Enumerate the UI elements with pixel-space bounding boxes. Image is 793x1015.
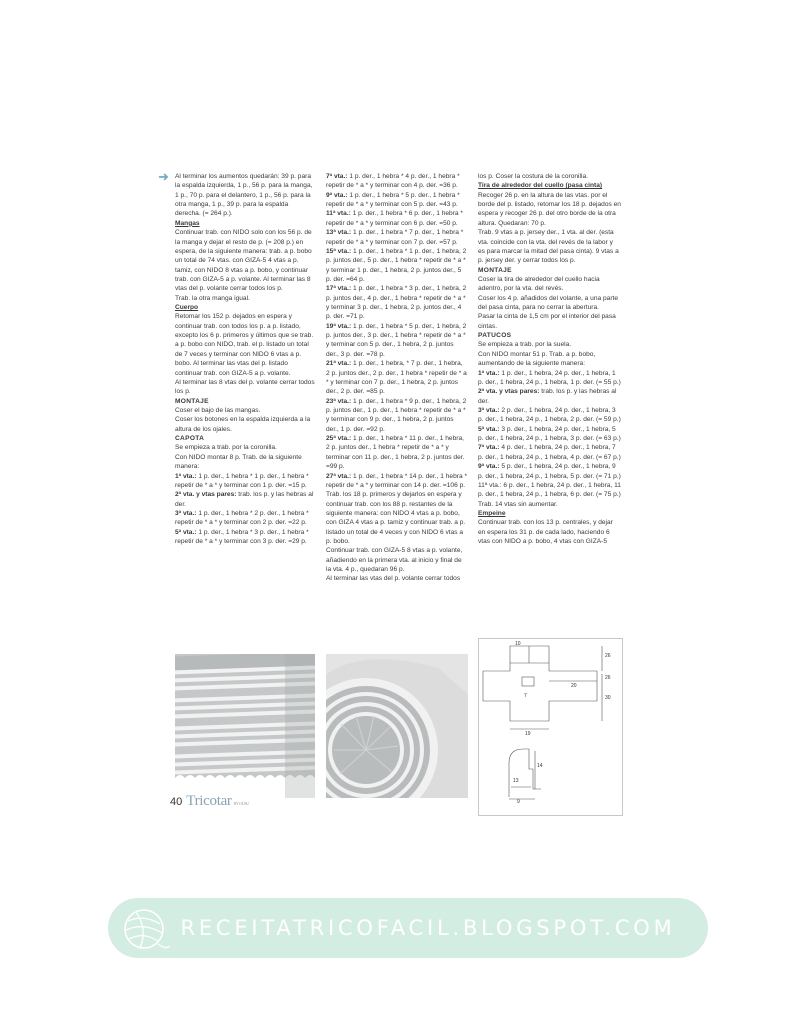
row-label: 7ª vta.: bbox=[478, 444, 500, 452]
row-text: 1 p. der., 1 hebra * 7 p. der., 1 hebra * repetir de * a * y terminar con 7 p. der. =57 p. bbox=[326, 229, 464, 246]
row-label: 3ª vta.: bbox=[478, 406, 500, 414]
row-text: 1 p. der., 1 hebra * 1 p. der., 1 hebra, 2 p. juntos der., 5 p. der., 1 hebra * repetir de * a * y terminar 1 p. der., 1 hebra, 2 p. juntos der., 5 p. der. =64 p. bbox=[326, 247, 467, 283]
diagram-label-6: 7 bbox=[524, 693, 527, 699]
row-label: 9ª vta.: bbox=[478, 463, 500, 471]
row-label: 19ª vta.: bbox=[326, 322, 352, 330]
paragraph: Continuar trab. con NIDO solo con los 56 p. de la manga y dejar el resto de p. (= 208 p.) en espera, de la siguiente manera: trab. a p. bobo un total de 74 vtas. con GIZA-5 4 vtas a p. tamiz, con NIDO 8 vtas a p. bobo, y continuar trab. con GIZA-5 a p. volante. Al terminar las 8 vtas del p. volante cerrar todos los p. bbox=[175, 229, 312, 293]
paragraph: los p. Coser la costura de la coronilla. bbox=[478, 173, 588, 180]
row-text: 5 p. der., 1 hebra, 24 p. der., 1 hebra, 9 p. der., 1 hebra, 24 p., 1 hebra, 5 p. der. (= 71 p.) bbox=[478, 463, 621, 480]
paragraph: Se empieza a trab. por la coronilla. bbox=[175, 444, 277, 452]
brand-logo bbox=[186, 793, 249, 810]
row-label: 2ª vta. y vtas pares: bbox=[478, 388, 540, 396]
row-text: 4 p. der., 1 hebra, 24 p. der., 1 hebra, 7 p. der., 1 hebra, 24 p., 1 hebra, 4 p. der. (= 67 p.) bbox=[478, 444, 621, 461]
paragraph: Trab. 14 vtas sin aumentar. bbox=[478, 500, 558, 508]
text-column-3 bbox=[478, 172, 621, 546]
row-instruction bbox=[326, 209, 468, 228]
paragraph: Retomar los 152 p. dejados en espera y continuar trab. con todos los p. a p. listado, excepto los 6 p. primeros y últimos que se trab. a p. bobo con NIDO, trab. el p. listado un total de 7 veces y terminar con NIDO 6 vtas a p. bobo. Al terminar las vtas del p. listado continuar trab. con GIZA-5 a p. volante. bbox=[175, 313, 314, 377]
row-label: 7ª vta.: bbox=[326, 173, 348, 180]
row-instruction bbox=[326, 472, 468, 491]
section-heading: Empeine bbox=[478, 509, 506, 517]
row-text: 1 p. der., 1 hebra * 2 p. der., 1 hebra * repetir de * a * y terminar con 2 p. der. =22 p. bbox=[175, 509, 309, 527]
pattern-diagram bbox=[478, 638, 623, 816]
row-instruction bbox=[326, 397, 468, 434]
jacket-photo bbox=[175, 654, 315, 798]
row-instruction bbox=[326, 359, 468, 396]
paragraph: Al terminar las 8 vtas del p. volante cerrar todos los p. bbox=[175, 378, 315, 396]
row-text: trab. los p. y las hebras al der. bbox=[175, 491, 314, 508]
section-heading: MONTAJE bbox=[478, 266, 512, 274]
section-heading: CAPOTA bbox=[175, 435, 205, 443]
row-label: 2ª vta. y vtas pares: bbox=[175, 491, 237, 499]
row-instruction bbox=[478, 425, 621, 444]
row-instruction bbox=[478, 443, 621, 462]
paragraph: Con NIDO montar 51 p. Trab. a p. bobo, aumentando de la siguiente manera: bbox=[478, 350, 596, 368]
section-heading: MONTAJE bbox=[175, 397, 209, 405]
row-label: 23ª vta.: bbox=[326, 397, 352, 405]
bonnet-photo bbox=[326, 654, 468, 798]
paragraph: Trab. los 18 p. primeros y dejarlos en espera y continuar trab. con los 88 p. restantes de la siguiente manera: con NIDO 4 vtas a p. bobo, con GIZA 4 vtas a p. tamiz y continuar trab. a p. listado un total de 4 veces y con NIDO 6 vtas a p. bobo. bbox=[326, 491, 466, 546]
text-column-1 bbox=[175, 172, 315, 546]
row-text: 1 p. der., 1 hebra * 3 p. der., 1 hebra, 2 p. juntos der., 4 p. der., 1 hebra * repetir de * a * y terminar 3 p. der., 1 hebra, 2 p. juntos der., 4 p. der. =71 p. bbox=[326, 285, 467, 321]
diagram-label-1: 10 bbox=[515, 641, 521, 647]
paragraph: Trab. 9 vtas a p. jersey der., 1 vta. al der. (esta vta. coincide con la vta. del revés de la labor y es para marcar la mitad del pasa cinta). 9 vtas a p. jersey der. y cerrar todos los p. bbox=[478, 229, 619, 265]
paragraph: Coser los 4 p. añadidos del volante, a una parte del pasa cinta, para no cerrar la abertura. bbox=[478, 294, 619, 312]
row-label: 5ª vta.: bbox=[478, 425, 500, 433]
paragraph: Coser la tira de alrededor del cuello hacia adentro, por la vta. del revés. bbox=[478, 275, 600, 293]
row-instruction bbox=[326, 191, 468, 210]
row-text: 1 p. der., 1 hebra * 11 p. der., 1 hebra, 2 p. juntos der., 1 hebra * repetir de * a * y terminar con 11 p. der., 1 hebra, 2 p. juntos der. =99 p. bbox=[326, 435, 465, 471]
row-label: 25ª vta.: bbox=[326, 435, 352, 443]
diagram-label-9: 13 bbox=[513, 778, 519, 784]
row-label: 1ª vta.: bbox=[478, 369, 500, 377]
row-label: 21ª vta.: bbox=[326, 360, 352, 368]
brand-name: Tricotar bbox=[186, 793, 232, 809]
paragraph: Coser el bajo de las mangas. bbox=[175, 406, 261, 414]
blog-watermark-banner bbox=[108, 898, 708, 958]
paragraph: Con NIDO montar 8 p. Trab. de la siguiente manera: bbox=[175, 453, 302, 471]
row-instruction bbox=[326, 228, 468, 247]
row-instruction bbox=[478, 369, 621, 388]
section-heading: PATUCOS bbox=[478, 332, 512, 340]
row-label: 27ª vta.: bbox=[326, 472, 352, 480]
row-instruction bbox=[326, 322, 468, 359]
row-instruction bbox=[326, 247, 468, 284]
brand-sub: BY OUSU bbox=[233, 801, 249, 806]
row-text: 1 p. der., 1 hebra * 5 p. der., 1 hebra, 2 p. juntos der., 3 p. der., 1 hebra * repetir de * a * y terminar con 5 p. der., 1 hebra, 2 p. juntos der., 3 p. der. =78 p. bbox=[326, 322, 467, 358]
row-label: 11ª vta.: bbox=[326, 210, 351, 218]
paragraph: Trab. la otra manga igual. bbox=[175, 294, 250, 302]
row-text: 1 p. der., 1 hebra * 9 p. der., 1 hebra, 2 p. juntos der., 1 p. der., 1 hebra * repetir de * a * y terminar con 9 p. der., 1 hebra, 2 p. juntos der., 1 p. der. =92 p. bbox=[326, 397, 467, 433]
diagram-label-10: 9 bbox=[517, 799, 520, 805]
row-text: 1 p. der., 1 hebra * 4 p. der., 1 hebra * repetir de * a * y terminar con 4 p. der. =36 p. bbox=[326, 173, 460, 190]
row-label: 13ª vta.: bbox=[326, 229, 352, 237]
row-label: 1ª vta.: bbox=[175, 472, 197, 480]
diagram-label-5: 20 bbox=[571, 683, 577, 689]
row-text: 1 p. der., 1 hebra * 5 p. der., 1 hebra * repetir de * a * y terminar con 5 p. der. =43 p. bbox=[326, 191, 460, 209]
page-number: 40 bbox=[170, 796, 183, 808]
row-text: 1 p. der., 1 hebra, 24 p. der., 1 hebra, 1 p. der., 1 hebra, 24 p., 1 hebra, 1 p. der. (= 55 p.) bbox=[478, 369, 621, 386]
paragraph: Pasar la cinta de 1,5 cm por el interior del pasa cintas. bbox=[478, 313, 616, 330]
row-text: 3 p. der., 1 hebra, 24 p. der., 1 hebra, 5 p. der., 1 hebra, 24 p., 1 hebra, 3 p. der. (= 63 p.) bbox=[478, 425, 621, 443]
row-text: trab. los p. y las hebras al der. bbox=[478, 388, 617, 405]
paragraph: Continuar trab. con los 13 p. centrales, y dejar en espera los 31 p. de cada lado, haciendo 6 vtas con NIDO a p. bobo, 4 vtas con GIZA-5 bbox=[478, 519, 613, 546]
text-column-2 bbox=[326, 172, 468, 584]
row-instruction bbox=[478, 462, 621, 481]
diagram-label-4: 30 bbox=[605, 695, 611, 701]
paragraph: Continuar trab. con GIZA-5 8 vtas a p. volante, añadiendo en la primera vta. al inicio y final de la vta. 4 p., quedaran 96 p. bbox=[326, 547, 463, 574]
continue-arrow-icon: ➜ bbox=[158, 169, 169, 184]
paragraph: Recoger 26 p. en la altura de las vtas. por el borde del p. listado, retomar los 18 p. dejados en espera y recoger 26 p. del otro borde de la otra altura. Quedaran: 70 p. bbox=[478, 191, 621, 227]
diagram-label-2: 26 bbox=[605, 653, 611, 659]
row-text: 1 p. der., 1 hebra * 14 p. der., 1 hebra * repetir de * a * y terminar con 14 p. der. =106 p. bbox=[326, 472, 468, 489]
row-instruction bbox=[175, 490, 315, 509]
paragraph: 11ª vta.: 6 p. der., 1 hebra, 24 p. der., 1 hebra, 11 p. der., 1 hebra, 24 p., 1 hebra, 6 p. der. (= 75 p.) bbox=[478, 481, 621, 499]
row-text: 2 p. der., 1 hebra, 24 p. der., 1 hebra, 3 p. der., 1 hebra, 24 p., 1 hebra, 2 p. der. (= 59 p.) bbox=[478, 406, 621, 424]
diagram-label-3: 26 bbox=[605, 675, 611, 681]
row-text: 1 p. der., 1 hebra * 6 p. der., 1 hebra * repetir de * a * y terminar con 6 p. der. =50 p. bbox=[326, 210, 463, 227]
row-instruction bbox=[175, 528, 315, 547]
row-instruction bbox=[326, 284, 468, 321]
paragraph: Al terminar las vtas del p. volante cerrar todos bbox=[326, 575, 461, 583]
paragraph: Coser los botones en la espalda izquierda a la altura de los ojales. bbox=[175, 416, 311, 433]
page-footer bbox=[170, 793, 249, 810]
row-instruction bbox=[175, 472, 315, 491]
row-instruction bbox=[478, 406, 621, 425]
blog-url: RECEITATRICOFACIL.BLOGSPOT.COM bbox=[180, 916, 676, 940]
diagram-label-8: 14 bbox=[537, 763, 543, 769]
row-text: 1 p. der., 1 hebra * 1 p. der., 1 hebra * repetir de * a * y terminar con 1 p. der. =15 p. bbox=[175, 472, 309, 489]
section-heading: Mangas bbox=[175, 219, 200, 227]
row-text: 1 p. der., 1 hebra * 3 p. der., 1 hebra * repetir de * a * y terminar con 3 p. der. =29 p. bbox=[175, 528, 309, 546]
yarn-ball-icon bbox=[118, 904, 170, 954]
row-instruction bbox=[326, 434, 468, 471]
paragraph: Se empieza a trab. por la suela. bbox=[478, 341, 572, 349]
row-label: 15ª vta.: bbox=[326, 247, 352, 255]
diagram-label-7: 19 bbox=[525, 731, 531, 737]
row-instruction bbox=[326, 172, 468, 191]
row-instruction bbox=[175, 509, 315, 528]
row-instruction bbox=[478, 387, 621, 406]
section-heading: Tira de alrededor del cuello (pasa cinta) bbox=[478, 182, 603, 190]
row-label: 9ª vta.: bbox=[326, 191, 348, 199]
row-text: 1 p. der., 1 hebra, * 7 p. der., 1 hebra, 2 p. juntos der., 2 p. der., 1 hebra * repetir de * a * y terminar con 7 p. der., 1 hebra, 2 p. juntos der., 2 p. der. =85 p. bbox=[326, 360, 467, 396]
paragraph: Al terminar los aumentos quedarán: 39 p. para la espalda izquierda, 1 p., 56 p. para la manga, 1 p., 70 p. para el delantero, 1 p., 56 p. para la otra manga, 1 p., 39 p. para la espalda derecha. (= 264 p.). bbox=[175, 173, 313, 218]
row-label: 5ª vta.: bbox=[175, 528, 197, 536]
section-heading: Cuerpo bbox=[175, 304, 199, 312]
row-label: 17ª vta.: bbox=[326, 285, 352, 293]
row-label: 3ª vta.: bbox=[175, 509, 197, 517]
